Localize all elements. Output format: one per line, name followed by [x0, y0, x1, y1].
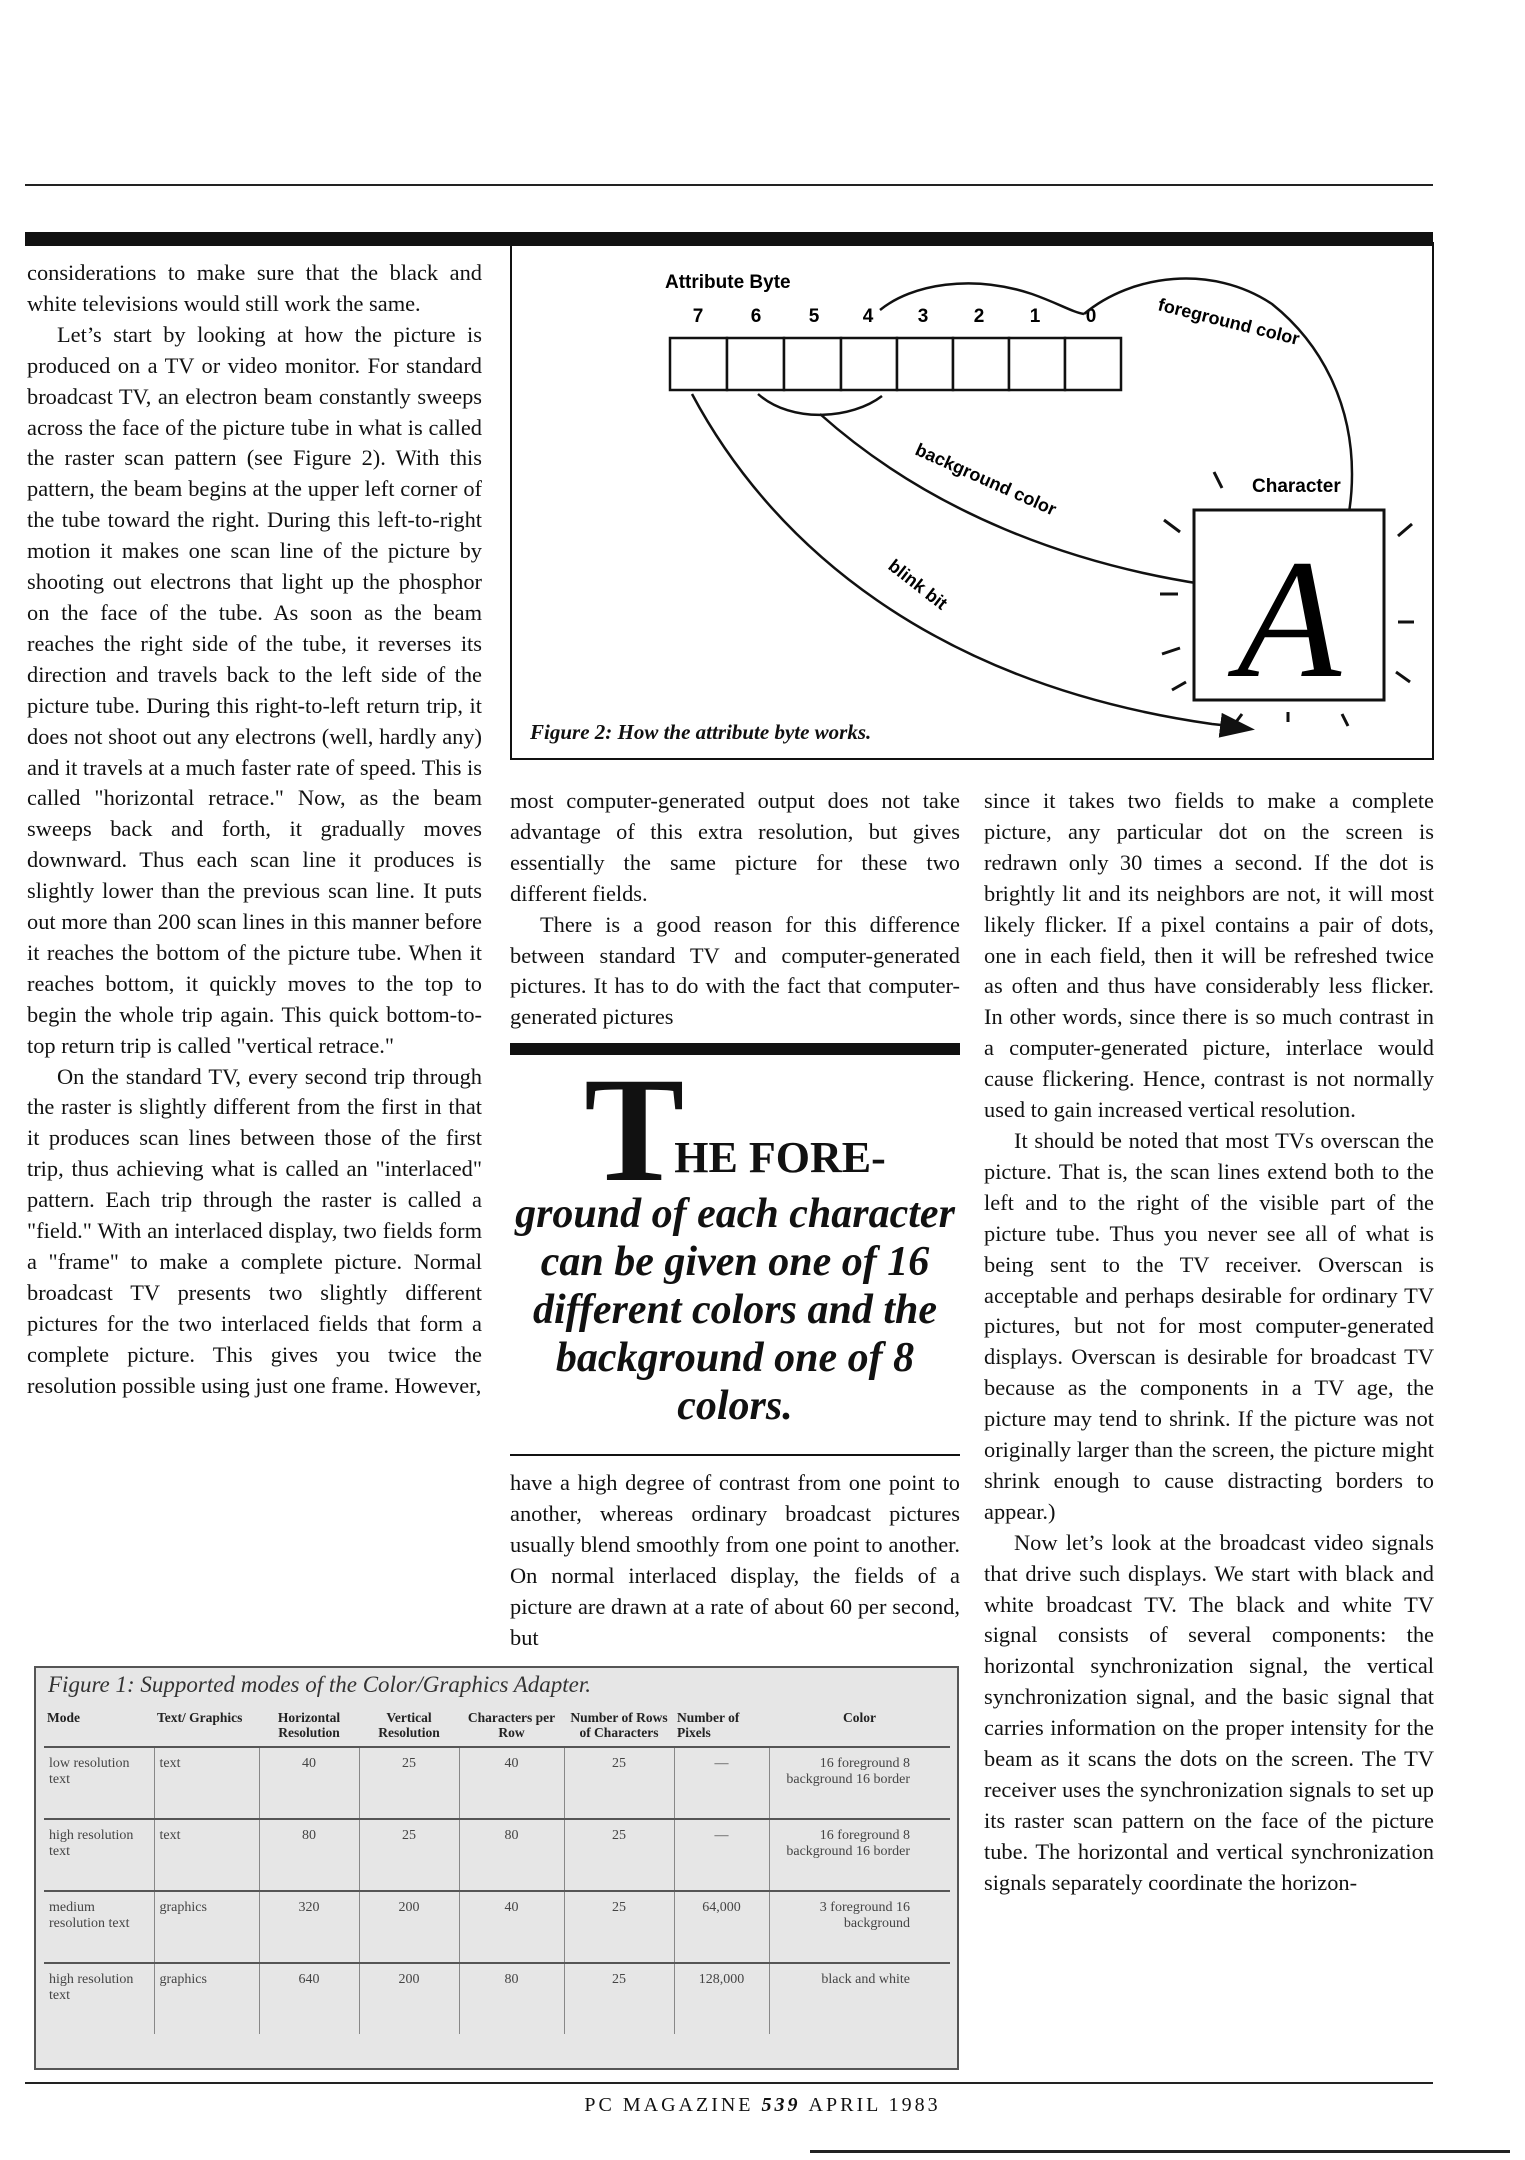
- article-column-2-bottom: [510, 1468, 960, 1653]
- pull-quote-text: ground of each character can be given one of 16 different colors and the background one of 8 colors.: [515, 1191, 955, 1429]
- table-cell: black and white: [769, 1963, 950, 2034]
- table-cell: graphics: [154, 1891, 259, 1963]
- attribute-byte-diagram: [512, 244, 1432, 758]
- table-cell: graphics: [154, 1963, 259, 2034]
- pull-quote: [506, 1047, 964, 1430]
- column-header: Horizontal Resolution: [277, 1710, 341, 1740]
- footer-rule: [25, 2082, 1433, 2084]
- table-cell: 64,000: [674, 1891, 769, 1963]
- table-cell: medium resolution text: [44, 1891, 154, 1963]
- table-cell: 25: [564, 1963, 674, 2034]
- table-cell: 40: [459, 1891, 564, 1963]
- bit-label: 7: [692, 306, 704, 327]
- label-character: Character: [1252, 476, 1341, 497]
- bit-label: 6: [750, 306, 762, 327]
- column-header: Color: [843, 1710, 876, 1725]
- article-column-1: [27, 258, 482, 1402]
- pull-quote-drop-letter: T: [584, 1047, 675, 1213]
- character-glyph: A: [1237, 525, 1341, 713]
- table-cell: —: [674, 1747, 769, 1819]
- table-cell: 320: [259, 1891, 359, 1963]
- table-cell: 16 foreground 8 background 16 border: [769, 1819, 950, 1891]
- table-cell: high resolution text: [44, 1963, 154, 2034]
- article-column-2-top: [510, 786, 960, 1033]
- table-cell: —: [674, 1819, 769, 1891]
- paragraph: since it takes two fields to make a complete picture, any particular dot on the screen is redrawn only 30 times a second. If the dot is brightly lit and its neighbors are not, it will most likely flicker. If a pixel contains a pair of dots, one in each field, then it will be refreshed twice as often and thus have considerably less flicker. In other words, since there is so much contrast in a computer-generated picture, interlace would cause flickering. Hence, contrast is not normally used to gain increased vertical resolution.: [984, 788, 1434, 1123]
- figure-2-attribute-byte-diagram: [510, 242, 1434, 760]
- paragraph: considerations to make sure that the black and white televisions would still work the same.: [27, 260, 482, 316]
- column-header: Text/ Graphics: [157, 1710, 243, 1725]
- figure-2-caption: Figure 2: How the attribute byte works.: [530, 720, 872, 744]
- bit-label: 5: [808, 306, 820, 327]
- table-cell: 25: [564, 1747, 674, 1819]
- table-header-row: [44, 1708, 950, 1747]
- pull-quote-bottom-rule: [510, 1454, 960, 1456]
- table-cell: 80: [259, 1819, 359, 1891]
- column-header: Characters per Row: [467, 1710, 556, 1740]
- label-foreground-color: foreground color: [1156, 294, 1302, 349]
- table-cell: 80: [459, 1963, 564, 2034]
- table-row: [44, 1963, 950, 2034]
- table-cell: 40: [459, 1747, 564, 1819]
- label-background-color: background color: [912, 439, 1060, 520]
- table-cell: 640: [259, 1963, 359, 2034]
- table-row: [44, 1891, 950, 1963]
- table-cell: 128,000: [674, 1963, 769, 2034]
- modes-table: [44, 1708, 950, 2034]
- table-cell: 16 foreground 8 background 16 border: [769, 1747, 950, 1819]
- paragraph: There is a good reason for this difference between standard TV and computer-generated pictures. It has to do with the fact that computer-generated pictures: [510, 911, 960, 1030]
- pull-quote-caps: HE FORE-: [674, 1133, 886, 1182]
- column-header: Number of Pixels: [677, 1710, 740, 1740]
- article-column-3: [984, 786, 1434, 1899]
- table-cell: low resolution text: [44, 1747, 154, 1819]
- top-rule: [25, 184, 1433, 186]
- bit-label: 3: [917, 306, 929, 327]
- paragraph: most computer-generated output does not take advantage of this extra resolution, but gives essentially the same picture for these two different fields.: [510, 788, 960, 906]
- table-cell: text: [154, 1819, 259, 1891]
- table-cell: text: [154, 1747, 259, 1819]
- table-cell: high resolution text: [44, 1819, 154, 1891]
- paragraph: On the standard TV, every second trip through the raster is slightly different from the first in that it produces scan lines between those of the first trip, thus achieving what is called an "interlaced" pattern. Each trip through the raster is called a "field." With an interlaced display, two fields form a "frame" to make a complete picture. Normal broadcast TV presents two slightly different pictures for the two interlaced fields that form a complete picture. This gives you twice the resolution possible using just one frame. However,: [27, 1063, 482, 1398]
- page-footer: [0, 2094, 1525, 2117]
- bottom-edge-rule: [810, 2150, 1510, 2153]
- table-cell: 80: [459, 1819, 564, 1891]
- paragraph: have a high degree of contrast from one point to another, whereas ordinary broadcast pictures usually blend smoothly from one point to another. On normal interlaced display, the fields of a picture are drawn at a rate of about 60 per second, but: [510, 1470, 960, 1650]
- table-cell: 25: [564, 1891, 674, 1963]
- paragraph: Let’s start by looking at how the picture is produced on a TV or video monitor. For standard broadcast TV, an electron beam constantly sweeps across the face of the picture tube in what is called the raster scan pattern (see Figure 2). With this pattern, the beam begins at the upper left corner of the tube toward the right. During this left-to-right motion it makes one scan line of the picture by shooting out electrons that light up the phosphor on the face of the tube. As soon as the beam reaches the right side of the tube, it reverses its direction and travels back to the left side of the picture tube. During this right-to-left return trip, it does not shoot out any electrons (well, hardly any) and it travels at a much faster rate of speed. This is called "horizontal retrace." Now, as the beam sweeps back and forth, it gradually moves downward. Thus each scan line it produces is slightly lower than the previous scan line. It puts out more than 200 scan lines in this manner before it reaches the bottom of the picture tube. When it reaches bottom, it quickly moves to the top to begin the whole trip again. This quick bottom-to-top return trip is called "vertical retrace.": [27, 321, 482, 1058]
- bit-label: 1: [1029, 306, 1041, 327]
- magazine-name: PC MAGAZINE: [584, 2094, 754, 2116]
- table-cell: 3 foreground 16 background: [769, 1891, 950, 1963]
- paragraph: It should be noted that most TVs overscan the picture. That is, the scan lines extend both to the left and to the right of the visible part of the picture tube. Thus you never see all of what is being sent to the TV receiver. Overscan is acceptable and perhaps desirable for ordinary TV pictures, but not for most computer-generated displays. Overscan is desirable for broadcast TV because as the components in a TV age, the picture may tend to shrink. If the picture was not originally larger than the screen, the picture might shrink enough to cause distracting borders to appear.): [984, 1127, 1434, 1524]
- table-cell: 200: [359, 1891, 459, 1963]
- table-cell: 200: [359, 1963, 459, 2034]
- column-header: Number of Rows of Characters: [570, 1710, 668, 1740]
- bit-label: 0: [1085, 306, 1097, 327]
- figure-1-modes-table: [34, 1666, 959, 2070]
- table-cell: 40: [259, 1747, 359, 1819]
- page-number: 539: [761, 2094, 801, 2116]
- bit-label: 2: [973, 306, 985, 327]
- bit-cells: [670, 338, 1121, 390]
- table-row: [44, 1819, 950, 1891]
- table-cell: 25: [359, 1747, 459, 1819]
- paragraph: Now let’s look at the broadcast video signals that drive such displays. We start with black and white broadcast TV. The black and white TV signal consists of several components: the horizontal synchronization signal, the vertical synchronization signal, and the basic signal that carries information on the proper intensity for the beam as it scans the dots on the screen. The TV receiver uses the synchronization signals to set up its raster scan pattern on the face of the picture tube. The horizontal and vertical synchronization signals separately coordinate the horizon-: [984, 1529, 1434, 1895]
- table-cell: 25: [359, 1819, 459, 1891]
- column-header: Vertical Resolution: [378, 1710, 440, 1740]
- bit-label: 4: [862, 306, 874, 327]
- figure-1-title: Figure 1: Supported modes of the Color/Graphics Adapter.: [48, 1672, 592, 1697]
- table-cell: 25: [564, 1819, 674, 1891]
- label-blink-bit: blink bit: [884, 555, 952, 614]
- pull-quote-top-rule: [510, 1043, 960, 1055]
- column-header: Mode: [47, 1710, 80, 1725]
- table-row: [44, 1747, 950, 1819]
- attribute-byte-title: Attribute Byte: [665, 272, 791, 293]
- issue-date: APRIL 1983: [808, 2094, 941, 2116]
